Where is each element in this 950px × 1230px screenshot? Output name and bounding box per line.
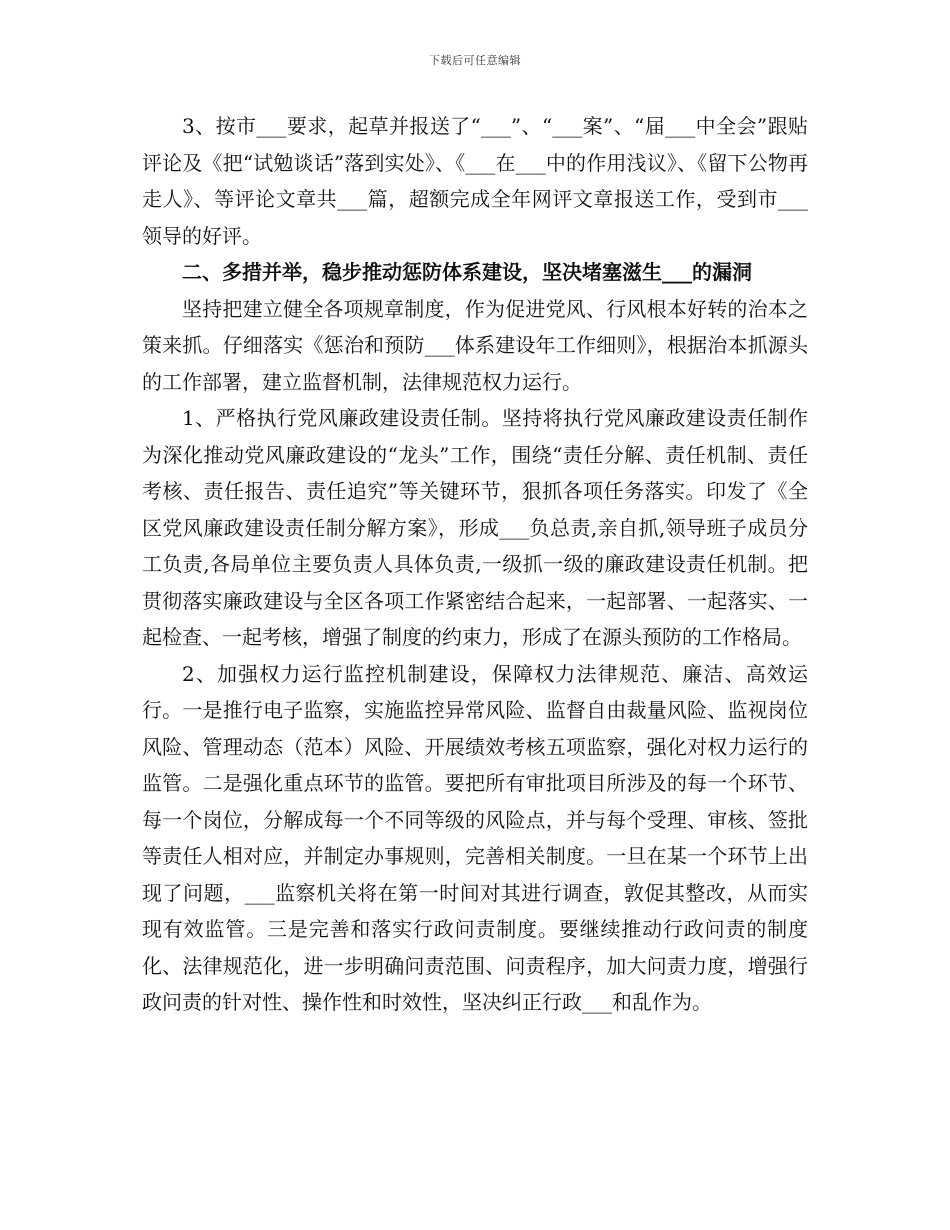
document-body — [142, 108, 808, 1021]
section-heading-2: 二、多措并举，稳步推动惩防体系建设，坚决堵塞滋生___的漏洞 — [182, 260, 752, 284]
page-header: 下载后可任意编辑 — [429, 54, 521, 67]
paragraph-item-1: 1、严格执行党风廉政建设责任制。坚持将执行党风廉政建设责任制作为深化推动党风廉政建设的“龙头”工作，围绕“责任分解、责任机制、责任考核、责任报告、责任追究”等关键环节，狠抓各项任务落实。印发了《全区党风廉政建设责任制分解方案》，形成___负总责,亲自抓,领导班子成员分工负责,各局单位主要负责人具体负责,一级抓一级的廉政建设责任机制。把贯彻落实廉政建设与全区各项工作紧密结合起来，一起部署、一起落实、一起检查、一起考核，增强了制度的约束力，形成了在源头预防的工作格局。 — [142, 406, 808, 649]
paragraph-item-3: 3、按市___要求，起草并报送了“___”、“___案”、“届___中全会”跟贴评论及《把“试勉谈话”落到实处》、《___在___中的作用浅议》、《留下公物再走人》、等评论文章共___篇，超额完成全年网评文章报送工作，受到市___领导的好评。 — [142, 114, 808, 248]
paragraph-section-intro: 坚持把建立健全各项规章制度，作为促进党风、行风根本好转的治本之策来抓。仔细落实《惩治和预防___体系建设年工作细则》，根据治本抓源头的工作部署，建立监督机制，法律规范权力运行。 — [142, 296, 808, 394]
paragraph-item-2: 2、加强权力运行监控机制建设，保障权力法律规范、廉洁、高效运行。一是推行电子监察，实施监控异常风险、监督自由裁量风险、监视岗位风险、管理动态（范本）风险、开展绩效考核五项监察，强化对权力运行的监管。二是强化重点环节的监管。要把所有审批项目所涉及的每一个环节、每一个岗位，分解成每一个不同等级的风险点，并与每个受理、审核、签批等责任人相对应，并制定办事规则，完善相关制度。一旦在某一个环节上出现了问题，___监察机关将在第一时间对其进行调查，敦促其整改，从而实现有效监管。三是完善和落实行政问责制度。要继续推动行政问责的制度化、法律规范化，进一步明确问责范围、问责程序，加大问责力度，增强行政问责的针对性、操作性和时效性，坚决纠正行政___和乱作为。 — [142, 661, 808, 1014]
